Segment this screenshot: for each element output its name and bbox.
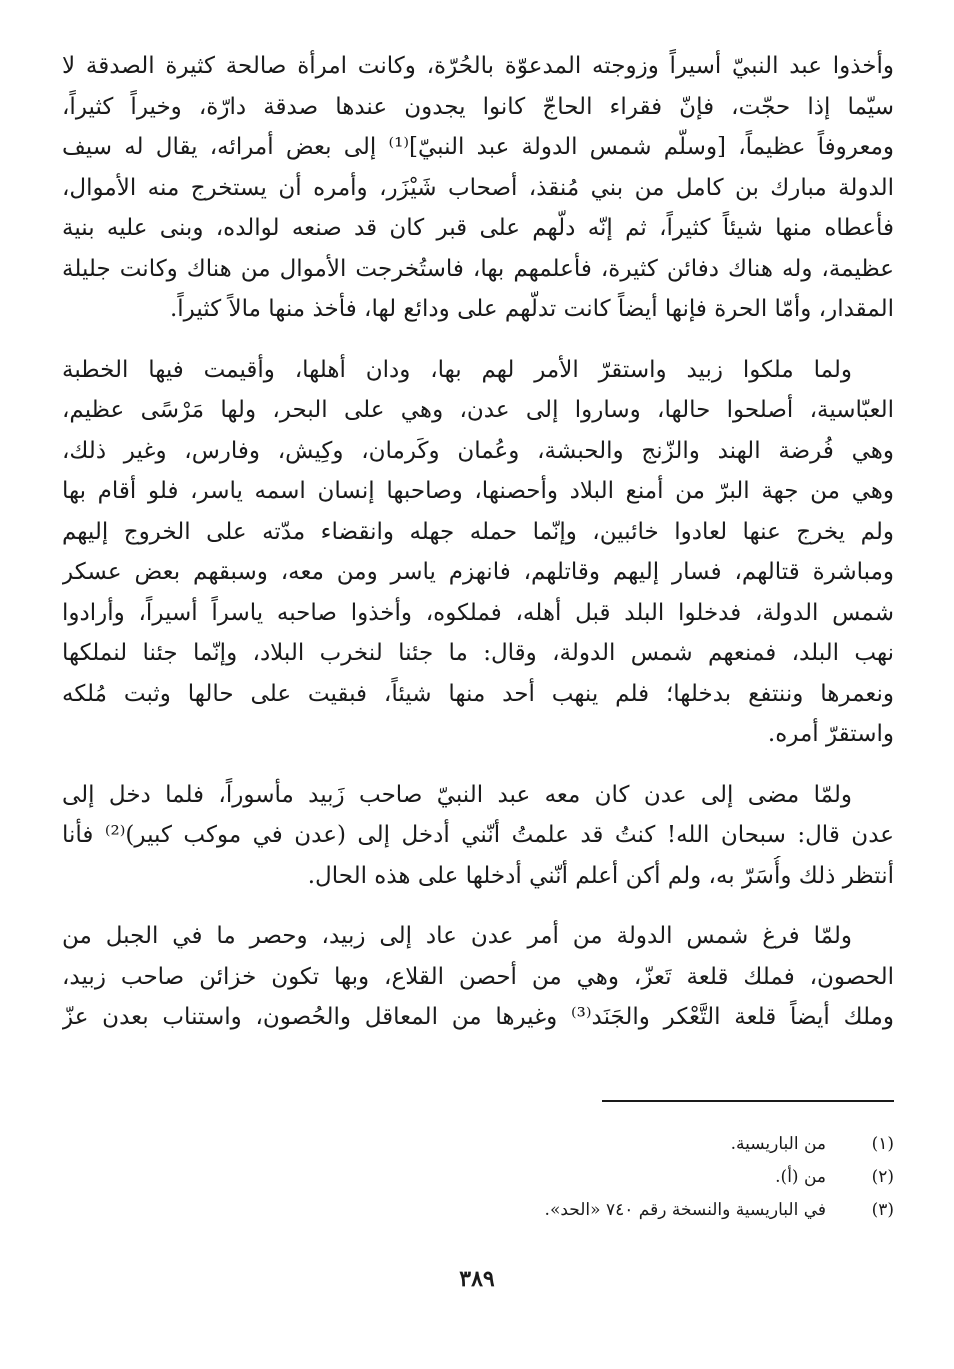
footnotes-list xyxy=(62,1128,894,1227)
text-line: الدولة مبارك بن كامل من بني مُنقذ، أصحاب شَيْزَر، وأمره أن يستخرج منه الأموال، xyxy=(62,174,894,201)
text-line: ومعروفاً عظيماً، [وسلّم شمس الدولة عبد النبيّ]⁽¹⁾ إلى بعض أمرائه، يقال له سيف xyxy=(62,134,894,160)
text-line: أنتظر ذلك وأُسَرّ به، ولم أكن أعلم أنّني أدخلها على هذه الحال. xyxy=(307,862,894,889)
text-line: وهي فُرضة الهند والزّنج والحبشة، وعُمان وكَرمان، وكِيش، وفارس، وغير ذلك، xyxy=(62,437,894,464)
text-line: ولم يخرج عنها لعادوا خائبين، وإنّما حمله جهله وانقضاء مدّته على الخروج إليهم xyxy=(62,518,894,545)
footnote-3 xyxy=(62,1194,894,1227)
paragraph-4 xyxy=(62,916,894,1038)
text-line: الحصون، فملك قلعة تَعزّ، وهي من أحصن القلاع، وبها تكون خزائن صاحب زبيد، xyxy=(62,963,894,990)
text-line: شمس الدولة، فدخلوا البلد قبل أهله، فملكوه، وأخذوا صاحبه ياسراً أسيراً، وأرادوا xyxy=(62,599,894,626)
footnote-text: من (أ). xyxy=(775,1167,826,1187)
footnote-1 xyxy=(62,1128,894,1161)
text-line: ومباشرة قتالهم، فسار إليهم وقاتلهم، فانهزم ياسر ومن معه، وسبقهم بعض عسكر xyxy=(62,559,894,585)
footnote-number: (٢) xyxy=(871,1167,894,1187)
text-line: ولمّا مضى إلى عدن كان معه عبد النبيّ صاحب زَبيد مأسوراً، فلما دخل إلى xyxy=(62,781,852,808)
text-line: فأعطاه منها شيئاً كثيراً، ثم إنّه دلّهم على قبر كان قد صنعه لوالده، وبنى عليه بنية xyxy=(62,215,894,241)
footnote-text: من الباريسية. xyxy=(730,1134,826,1154)
paragraph-3 xyxy=(62,775,894,897)
text-line: واستقرّ أمره. xyxy=(767,721,894,747)
footnote-divider xyxy=(602,1100,894,1102)
text-line: عدن قال: سبحان الله! كنتُ قد علمتُ أنّني أدخل إلى (عدن في موكب كبير)⁽²⁾ فأنا xyxy=(62,822,894,848)
text-line: وهي من جهة البرّ من أمنع البلاد وأحصنها، وصاحبها إنسان اسمه ياسر، فلو أقام بها xyxy=(62,478,894,504)
text-line: عظيمة، وله هناك دفائن كثيرة، فأعلمهم بها، فاستُخرجت الأموال من هناك وكانت جليلة xyxy=(62,255,894,282)
text-line: نهب البلد، فمنعهم شمس الدولة، وقال: ما جئنا لنخرب البلاد، وإنّما جئنا لنملكها xyxy=(62,640,894,666)
text-line: العبّاسية، أصلحوا حالها، وساروا إلى عدن، وهي على البحر، ولها مَرْسًى عظيم، xyxy=(62,397,894,423)
text-line: ولمّا فرغ شمس الدولة من أمر عدن عاد إلى زبيد، وحصر ما في الجبل من xyxy=(62,923,852,949)
paragraph-1 xyxy=(62,46,894,330)
text-line: المقدار، وأمّا الحرة فإنها أيضاً كانت تدلّهم على ودائع لها، فأخذ منها مالاً كثيراً. xyxy=(169,296,894,322)
text-line: وأخذوا عبد النبيّ أسيراً وزوجته المدعوّة بالحُرّة، وكانت امرأة صالحة كثيرة الصدقة لا xyxy=(62,53,894,79)
text-line: وملك أيضاً قلعة التَّعْكر والجَنَد⁽³⁾ وغيرها من المعاقل والحُصون، واستناب بعدن عزّ xyxy=(62,1004,894,1030)
text-line: ولما ملكوا زبيد واستقرّ الأمر لهم بها، ودان أهلها، وأقيمت فيها الخطبة xyxy=(62,356,852,383)
footnote-number: (١) xyxy=(871,1134,894,1154)
text-line: سيّما إذا حجّت، فإنّ فقراء الحاجّ كانوا يجدون عندها صدقة دارّة، وخيراً كثيراً، xyxy=(62,93,894,120)
footnote-text: في الباريسية والنسخة رقم ٧٤٠ «الحد». xyxy=(544,1200,826,1220)
paragraph-2 xyxy=(62,350,894,755)
page-number: ٣٨٩ xyxy=(459,1266,495,1292)
footnote-2 xyxy=(62,1161,894,1194)
footnote-number: (٣) xyxy=(871,1200,894,1220)
main-text xyxy=(62,46,894,1038)
text-line: ونعمرها وننتفع بدخلها؛ فلم ينهب أحد منها شيئاً، فبقيت على حالها وثبت مُلكه xyxy=(62,680,894,707)
